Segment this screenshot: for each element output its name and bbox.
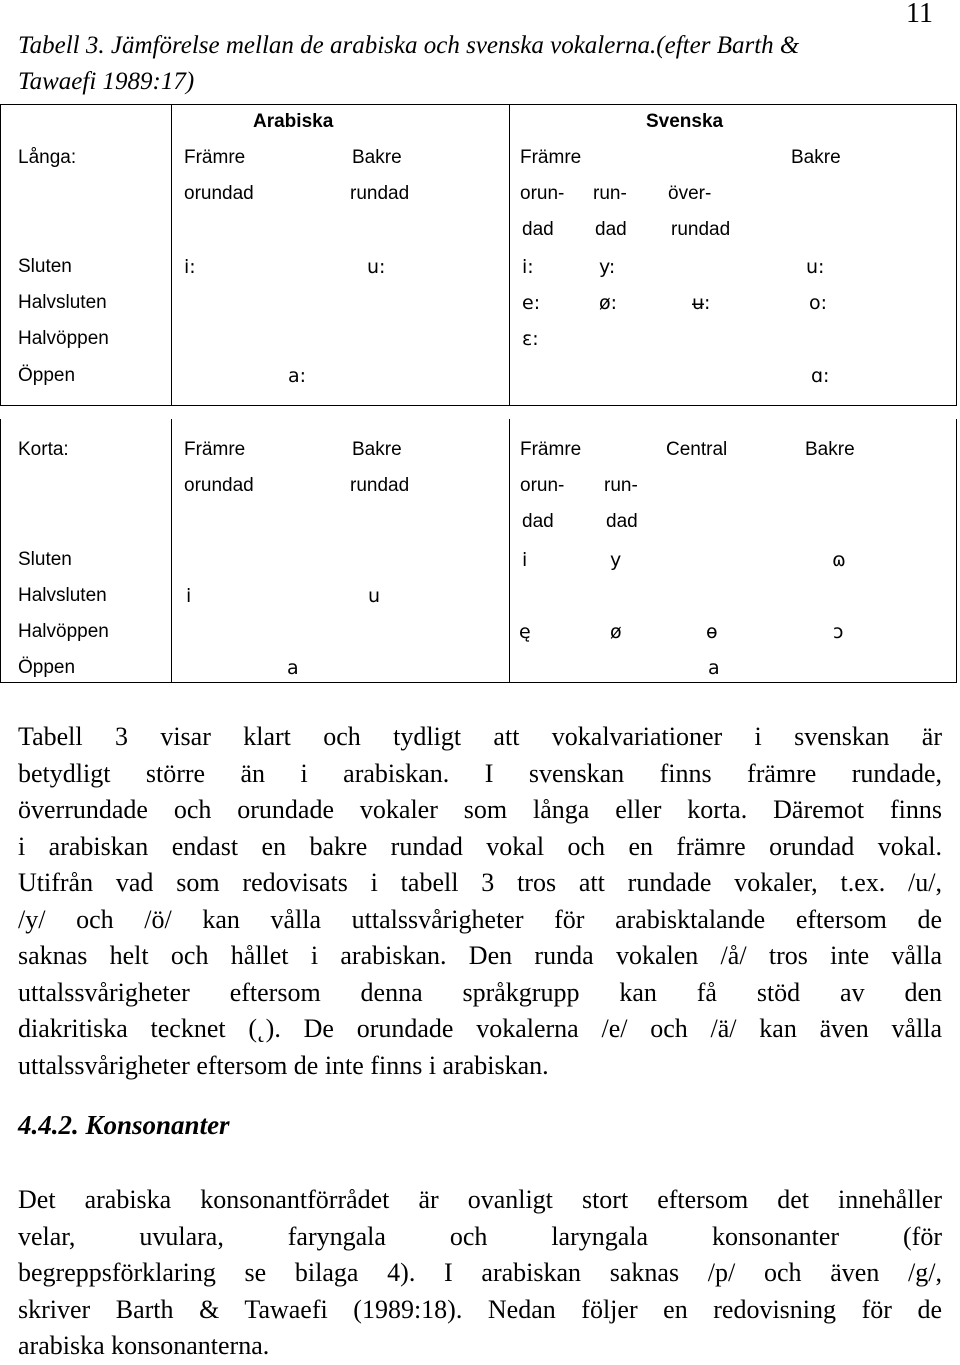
vowel-ar-i: i: (184, 256, 196, 278)
ar-back-short: Bakre (352, 439, 402, 460)
short-vowel-table (0, 419, 957, 683)
row-label-long: Långa: (18, 147, 77, 168)
row-oppen-short: Öppen (18, 657, 76, 678)
row-halvoppen: Halvöppen (18, 328, 109, 349)
row-sluten-short: Sluten (18, 549, 72, 570)
sv-unrounded-2: dad (522, 219, 554, 240)
vowel-sv-e-short: ę (519, 621, 531, 643)
sv-rounded-2: dad (595, 219, 627, 240)
row-oppen: Öppen (18, 365, 76, 386)
vowel-ar-a-short: a (287, 657, 299, 679)
sv-unrounded: orun- (520, 183, 565, 204)
sv-front-short: Främre (520, 439, 582, 460)
vowel-sv-uu: ʉ: (692, 292, 711, 314)
vowel-sv-o-short: ɔ (833, 621, 844, 643)
vowel-ar-a: a: (288, 365, 307, 387)
sv-overrounded: över- (668, 183, 712, 204)
paragraph-line: skriver Barth & Tawaefi (1989:18). Nedan följer en redovisning för de (18, 1294, 942, 1324)
caption-line: Tawaefi 1989:17) (18, 68, 195, 95)
vowel-sv-e: e: (522, 292, 541, 314)
vowel-sv-oe-short: ø (610, 621, 622, 643)
sv-back: Bakre (791, 147, 841, 168)
sv-front: Främre (520, 147, 582, 168)
paragraph-line: överrundade och orundade vokaler som långa eller korta. Däremot finns (18, 795, 942, 824)
paragraph-line: uttalssvårigheter eftersom de inte finns i arabiskan. (18, 1050, 549, 1080)
sv-unrounded-short: orun- (520, 475, 565, 496)
vowel-sv-oe: ø: (599, 292, 618, 314)
vowel-sv-a: ɑ: (811, 365, 830, 387)
row-halvsluten: Halvsluten (18, 292, 107, 313)
vowel-ar-u: u: (367, 256, 386, 278)
paragraph-line: uttalssvårigheter eftersom denna språkgrupp kan få stöd av den (18, 977, 942, 1007)
body-paragraph-1 (18, 719, 942, 1084)
paragraph-line: begreppsförklaring se bilaga 4). I arabiskan saknas /p/ och även /g/, (18, 1258, 942, 1287)
row-halvoppen-short: Halvöppen (18, 621, 109, 642)
paragraph-line: arabiska konsonanterna. (18, 1331, 270, 1360)
sv-rounded-short-2: dad (606, 511, 638, 532)
row-label-short: Korta: (18, 439, 69, 460)
vowel-sv-central-short: ɵ (706, 621, 718, 643)
paragraph-line: i arabiskan endast en bakre rundad vokal och en främre orundad vokal. (18, 831, 942, 861)
caption-line: Tabell 3. Jämförelse mellan de arabiska och svenska vokalerna.(efter Barth & (18, 32, 800, 59)
swedish-header: Svenska (646, 111, 724, 132)
vowel-sv-w-short: ɷ (832, 549, 846, 571)
paragraph-line: Det arabiska konsonantförrådet är ovanligt stort eftersom det innehåller (18, 1185, 942, 1214)
section-heading: 4.4.2. Konsonanter (18, 1110, 230, 1140)
vowel-sv-a-short: a (708, 657, 720, 679)
ar-rounded-short: rundad (350, 475, 410, 496)
paragraph-line: velar, uvulara, faryngala och laryngala konsonanter (för (18, 1221, 942, 1251)
paragraph-line: betydligt större än i arabiskan. I svenskan finns främre rundade, (18, 758, 942, 788)
ar-front: Främre (184, 147, 246, 168)
arabic-header: Arabiska (253, 111, 334, 132)
paragraph-line: saknas helt och hållet i arabiskan. Den runda vokalen /å/ tros inte vålla (18, 941, 942, 970)
sv-rounded-short: run- (604, 475, 638, 496)
sv-unrounded-short-2: dad (522, 511, 554, 532)
row-sluten: Sluten (18, 256, 72, 277)
table-caption (18, 28, 938, 100)
sv-rounded: run- (593, 183, 627, 204)
sv-central-short: Central (666, 439, 728, 460)
ar-front-short: Främre (184, 439, 246, 460)
vowel-sv-i: i: (522, 256, 534, 278)
paragraph-line: /y/ och /ö/ kan vålla uttalssvårigheter för arabisktalande eftersom de (18, 904, 942, 934)
body-paragraph-2 (18, 1182, 942, 1365)
paragraph-line: diakritiska tecknet (˛). De orundade vokalerna /e/ och /ä/ kan även vålla (18, 1014, 942, 1043)
page-number: 11 (906, 0, 933, 29)
paragraph-line: Utifrån vad som redovisats i tabell 3 tros att rundade vokaler, t.ex. /u/, (18, 868, 942, 897)
sv-overrounded-2: rundad (671, 219, 731, 240)
row-halvsluten-short: Halvsluten (18, 585, 107, 606)
vowel-sv-o: o: (809, 292, 828, 314)
ar-unrounded: orundad (184, 183, 254, 204)
ar-back: Bakre (352, 147, 402, 168)
vowel-sv-y-short: y (610, 549, 622, 571)
vowel-sv-i-short: i (522, 549, 528, 571)
vowel-sv-y: y: (599, 256, 616, 278)
paragraph-line: Tabell 3 visar klart och tydligt att vokalvariationer i svenskan är (18, 722, 942, 751)
ar-unrounded-short: orundad (184, 475, 254, 496)
vowel-ar-u-short: u (368, 585, 381, 607)
ar-rounded: rundad (350, 183, 410, 204)
long-vowel-table (0, 104, 957, 406)
vowel-sv-ae: ɛ: (522, 328, 539, 350)
sv-back-short: Bakre (805, 439, 855, 460)
vowel-ar-i-short: i (186, 585, 192, 607)
vowel-sv-u: u: (806, 256, 825, 278)
